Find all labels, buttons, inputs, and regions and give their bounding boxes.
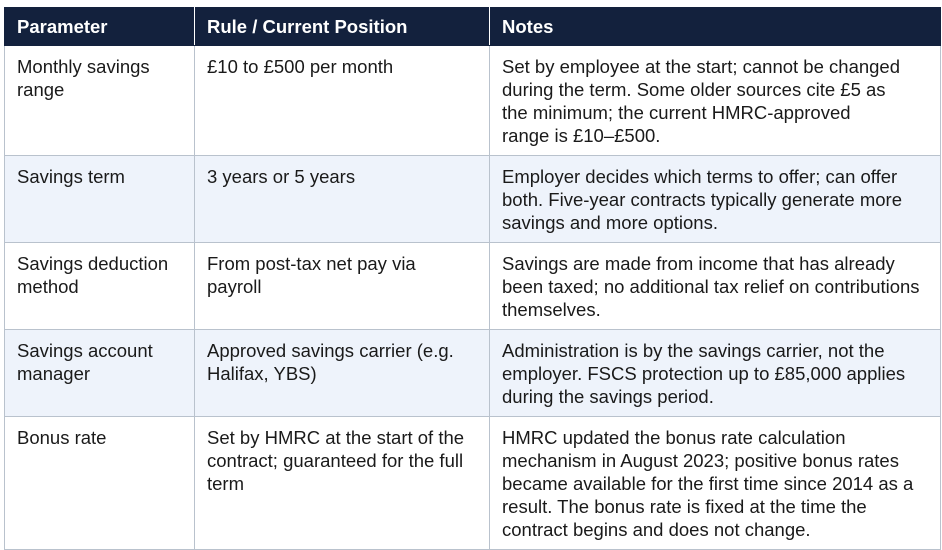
table-row xyxy=(5,243,941,330)
cell-rule: Approved savings carrier (e.g. Halifax, YBS) xyxy=(195,330,490,417)
table-row xyxy=(5,417,941,550)
table-row xyxy=(5,156,941,243)
cell-notes: Employer decides which terms to offer; can offer both. Five-year contracts typically generate more savings and more options. xyxy=(490,156,941,243)
cell-parameter: Savings term xyxy=(5,156,195,243)
cell-notes: Savings are made from income that has already been taxed; no additional tax relief on contributions themselves. xyxy=(490,243,941,330)
cell-rule: Set by HMRC at the start of the contract; guaranteed for the full term xyxy=(195,417,490,550)
cell-parameter: Bonus rate xyxy=(5,417,195,550)
header-rule: Rule / Current Position xyxy=(195,8,490,46)
cell-rule: £10 to £500 per month xyxy=(195,46,490,156)
cell-rule: From post-tax net pay via payroll xyxy=(195,243,490,330)
table-header xyxy=(5,8,941,46)
cell-parameter: Monthly savings range xyxy=(5,46,195,156)
sharesave-parameters-table xyxy=(4,7,941,550)
table-row xyxy=(5,46,941,156)
cell-notes: Set by employee at the start; cannot be changed during the term. Some older sources cite £5 as the minimum; the current HMRC-approved range is £10–£500. xyxy=(490,46,941,156)
cell-notes: Administration is by the savings carrier, not the employer. FSCS protection up to £85,000 applies during the savings period. xyxy=(490,330,941,417)
header-row xyxy=(5,8,941,46)
header-notes: Notes xyxy=(490,8,941,46)
cell-notes: HMRC updated the bonus rate calculation mechanism in August 2023; positive bonus rates became available for the first time since 2014 as a result. The bonus rate is fixed at the time the contract begins and does not change. xyxy=(490,417,941,550)
header-parameter: Parameter xyxy=(5,8,195,46)
cell-parameter: Savings deduction method xyxy=(5,243,195,330)
table-row xyxy=(5,330,941,417)
cell-rule: 3 years or 5 years xyxy=(195,156,490,243)
table-body xyxy=(5,46,941,550)
cell-parameter: Savings account manager xyxy=(5,330,195,417)
